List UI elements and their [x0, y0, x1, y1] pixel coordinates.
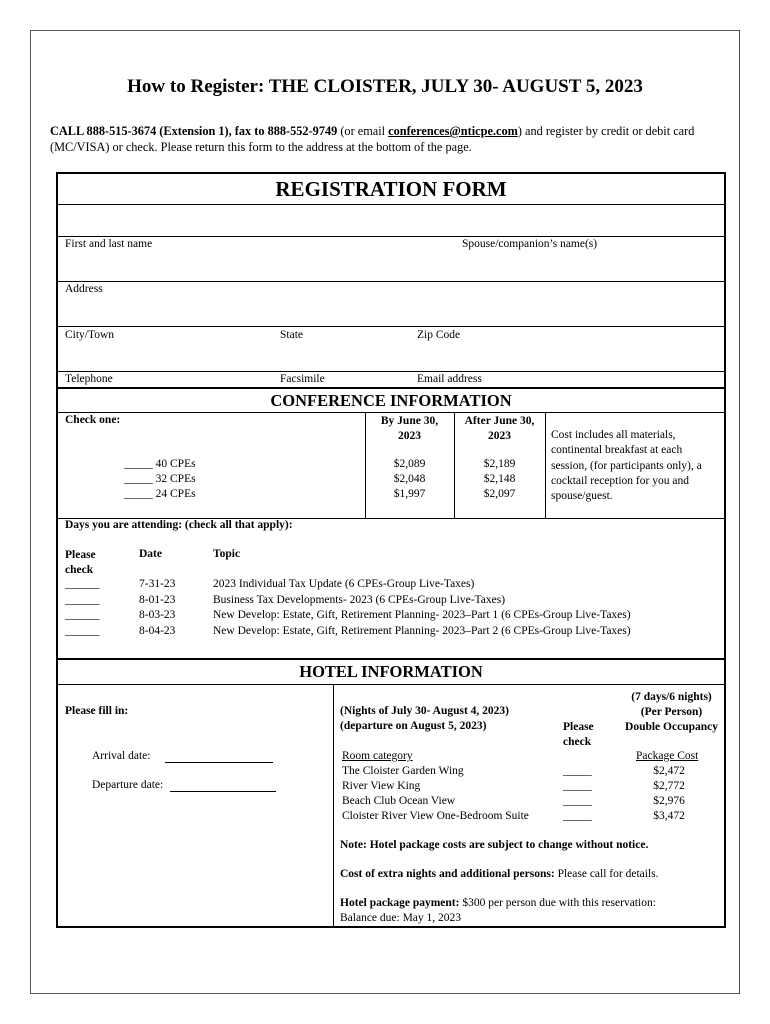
by-june-line1: By June 30, [380, 415, 439, 427]
room-check-blank[interactable]: _____ [563, 795, 592, 807]
intro-phone-fax: CALL 888-515-3674 (Extension 1), fax to 888-552-9749 [50, 124, 338, 138]
email-link[interactable]: conferences@nticpe.com [388, 124, 518, 138]
topic-header: Topic [213, 548, 241, 560]
hotel-title: HOTEL INFORMATION [299, 662, 483, 681]
price-by: $2,089 [393, 458, 426, 470]
payment-rest: $300 per person due with this reservation: [459, 897, 656, 909]
note-line: continental breakfast at each [551, 444, 683, 457]
room-check-blank[interactable]: _____ [563, 810, 592, 822]
address-field[interactable]: Address [65, 283, 103, 295]
departure-on-label: (departure on August 5, 2023) [340, 720, 487, 732]
by-june-line2: 2023 [398, 430, 421, 442]
option-label: 32 CPEs [155, 473, 196, 485]
departure-label: Departure date: [92, 779, 164, 791]
option-blank[interactable]: _____ [124, 473, 153, 485]
by-june-header [365, 414, 454, 444]
hotel-please: Please [563, 721, 594, 733]
conference-cost-note [551, 428, 729, 504]
note-line: spouse/guest. [551, 490, 613, 503]
intro-text [50, 123, 730, 155]
please-check-header [65, 548, 96, 578]
intro-pre-email: (or email [337, 124, 389, 138]
after-june-header [454, 414, 545, 444]
day-date: 8-01-23 [139, 594, 176, 606]
note-line: cocktail reception for you and [551, 474, 689, 487]
departure-blank[interactable] [170, 779, 276, 792]
hotel-cost-note: Note: Hotel package costs are subject to change without notice. [340, 839, 649, 851]
arrival-date-field[interactable] [92, 750, 273, 763]
col-please: Please [65, 549, 96, 561]
cpe-option-32[interactable] [124, 473, 196, 485]
day-row[interactable] [65, 625, 100, 637]
day-topic: New Develop: Estate, Gift, Retirement Planning- 2023–Part 2 (6 CPEs-Group Live-Taxes) [213, 625, 631, 637]
after-june-line2: 2023 [488, 430, 511, 442]
price-after: $2,189 [483, 458, 516, 470]
day-blank[interactable]: ______ [65, 594, 100, 606]
room-category-header: Room category [342, 750, 413, 762]
note-line: session, (for participants only), a [551, 459, 702, 472]
conference-title: CONFERENCE INFORMATION [270, 391, 512, 410]
after-june-line1: After June 30, [464, 415, 535, 427]
room-check-blank[interactable]: _____ [563, 780, 592, 792]
room-cost: $2,472 [653, 765, 685, 777]
email-address-field[interactable]: Email address [417, 373, 482, 385]
day-blank[interactable]: ______ [65, 578, 100, 590]
room-name: Cloister River View One-Bedroom Suite [342, 810, 529, 822]
balance-due: Balance due: May 1, 2023 [340, 912, 462, 924]
day-blank[interactable]: ______ [65, 625, 100, 637]
arrival-blank[interactable] [165, 750, 273, 763]
price-after: $2,097 [483, 488, 516, 500]
note-line: Cost includes all materials, [551, 429, 676, 441]
hotel-check: check [563, 736, 592, 748]
city-field[interactable]: City/Town [65, 329, 115, 341]
nights-label: (Nights of July 30- August 4, 2023) [340, 705, 510, 717]
option-blank[interactable]: _____ [124, 488, 153, 500]
room-cost: $3,472 [653, 810, 685, 822]
room-cost: $2,976 [653, 795, 685, 807]
day-blank[interactable]: ______ [65, 609, 100, 621]
cpe-option-24[interactable] [124, 488, 196, 500]
day-topic: 2023 Individual Tax Update (6 CPEs-Group Live-Taxes) [213, 578, 475, 590]
zip-field[interactable]: Zip Code [417, 329, 461, 341]
facsimile-field[interactable]: Facsimile [280, 373, 325, 385]
days-attending-label: Days you are attending: (check all that apply): [65, 519, 293, 531]
room-name: The Cloister Garden Wing [342, 765, 464, 777]
extra-nights-note [340, 868, 658, 880]
day-topic: New Develop: Estate, Gift, Retirement Planning- 2023–Part 1 (6 CPEs-Group Live-Taxes) [213, 609, 631, 621]
day-topic: Business Tax Developments- 2023 (6 CPEs-Group Live-Taxes) [213, 594, 506, 606]
state-field[interactable]: State [280, 329, 303, 341]
registration-form [56, 172, 726, 928]
room-cost: $2,772 [653, 780, 685, 792]
date-header: Date [139, 548, 162, 560]
hotel-please-check [563, 720, 594, 750]
extra-nights-rest: Please call for details. [554, 868, 659, 880]
room-check-blank[interactable]: _____ [563, 765, 592, 777]
option-blank[interactable]: _____ [124, 458, 153, 470]
package-header [614, 690, 729, 735]
double-occupancy: Double Occupancy [625, 721, 718, 733]
cpe-option-40[interactable] [124, 458, 196, 470]
arrival-label: Arrival date: [92, 750, 151, 762]
per-person: (Per Person) [640, 706, 703, 718]
price-after: $2,148 [483, 473, 516, 485]
day-row[interactable] [65, 609, 100, 621]
day-row[interactable] [65, 578, 100, 590]
please-fill-label: Please fill in: [65, 705, 129, 717]
payment-bold: Hotel package payment: [340, 897, 460, 909]
price-by: $2,048 [393, 473, 426, 485]
price-by: $1,997 [393, 488, 426, 500]
page-title: How to Register: THE CLOISTER, JULY 30- AUGUST 5, 2023 [127, 76, 643, 97]
day-row[interactable] [65, 594, 100, 606]
telephone-field[interactable]: Telephone [65, 373, 113, 385]
room-name: Beach Club Ocean View [342, 795, 456, 807]
days-nights: (7 days/6 nights) [631, 691, 712, 703]
package-cost-header: Package Cost [636, 750, 699, 762]
registration-title: REGISTRATION FORM [275, 177, 507, 201]
spouse-name-field[interactable]: Spouse/companion’s name(s) [462, 238, 598, 250]
day-date: 8-03-23 [139, 609, 176, 621]
payment-note [340, 897, 656, 909]
departure-date-field[interactable] [92, 779, 276, 792]
day-date: 7-31-23 [139, 578, 176, 590]
day-date: 8-04-23 [139, 625, 176, 637]
option-label: 40 CPEs [155, 458, 196, 470]
first-last-name-field[interactable]: First and last name [65, 238, 153, 250]
col-check: check [65, 564, 94, 576]
room-name: River View King [342, 780, 421, 792]
extra-nights-bold: Cost of extra nights and additional persons: [340, 868, 555, 880]
intro-post-email: ) and register by credit or debit card (MC/VISA) or check. Please return this form to the address at the bottom of the page. [50, 124, 695, 154]
option-label: 24 CPEs [155, 488, 196, 500]
check-one-label: Check one: [65, 414, 121, 426]
